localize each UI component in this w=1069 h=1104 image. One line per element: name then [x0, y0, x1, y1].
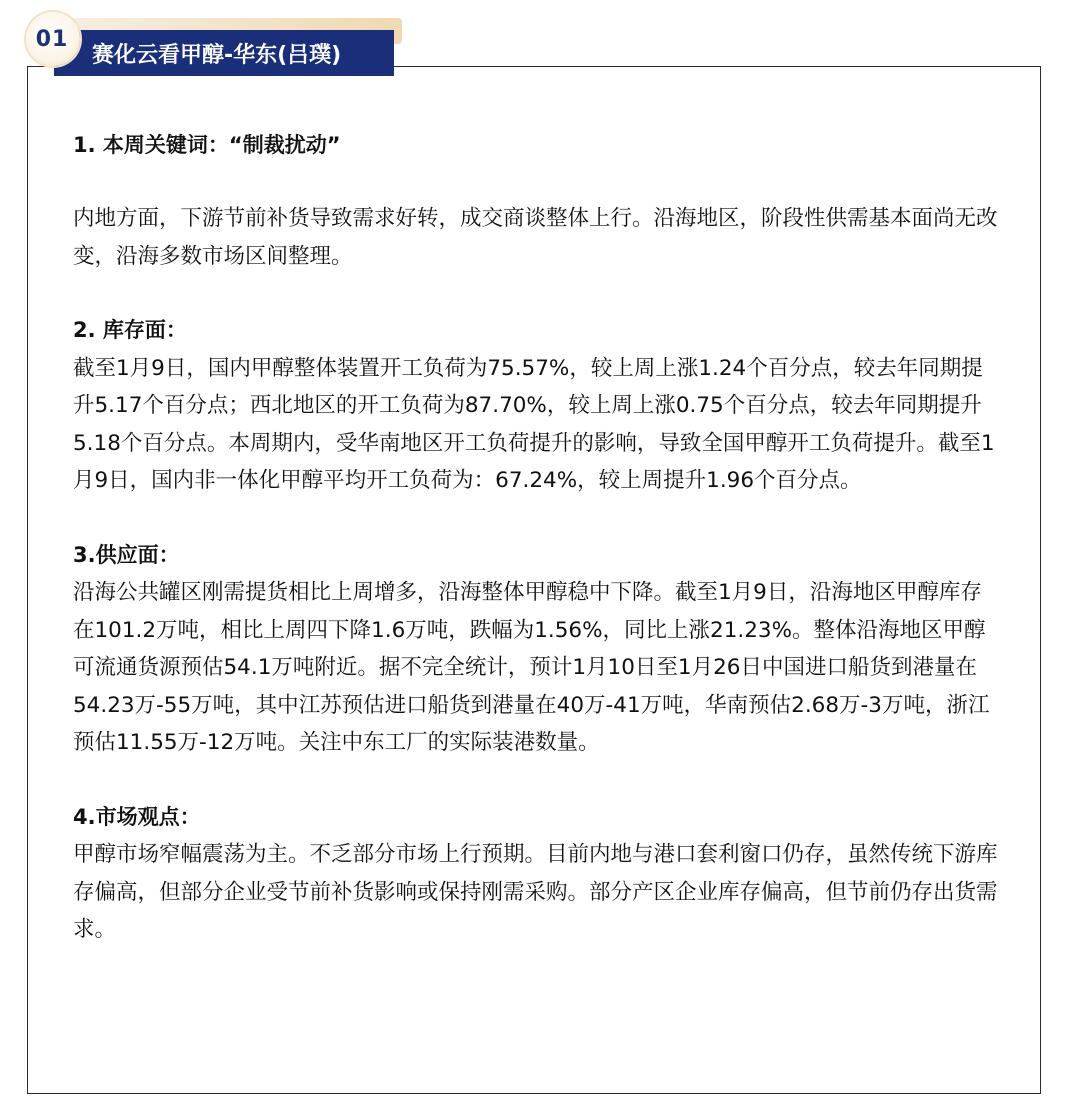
market-heading: 4.市场观点：: [73, 804, 201, 829]
intro-paragraph: 内地方面，下游节前补货导致需求好转，成交商谈整体上行。沿海地区，阶段性供需基本面尚无改变，沿海多数市场区间整理。: [73, 206, 998, 269]
supply-paragraph: 沿海公共罐区刚需提货相比上周增多，沿海整体甲醇稳中下降。截至1月9日，沿海地区甲醇库存在101.2万吨，相比上周四下降1.6万吨，跌幅为1.56%，同比上涨21.23%。整体沿海地区甲醇可流通货源预估54.1万吨附近。据不完全统计，预计1月10日至1月26日中国进口船货到港量在54.23万-55万吨，其中江苏预估进口船货到港量在40万-41万吨，华南预估2.68万-3万吨，浙江预估11.55万-12万吨。关注中东工厂的实际装港数量。: [73, 580, 990, 755]
content-box: [27, 66, 1041, 1094]
inventory-block: [73, 312, 1003, 500]
page-title: 赛化云看甲醇-华东(吕璞): [92, 42, 342, 68]
section-number-badge: [26, 12, 80, 66]
market-block: [73, 799, 1003, 949]
inventory-paragraph: 截至1月9日，国内甲醇整体装置开工负荷为75.57%，较上周上涨1.24个百分点，较去年同期提升5.17个百分点；西北地区的开工负荷为87.70%，较上周上涨0.75个百分点，较去年同期提升5.18个百分点。本周期内，受华南地区开工负荷提升的影响，导致全国甲醇开工负荷提升。截至1月9日，国内非一体化甲醇平均开工负荷为：67.24%，较上周提升1.96个百分点。: [73, 355, 995, 493]
section-number: 01: [35, 26, 69, 52]
inventory-heading: 2. 库存面：: [73, 318, 187, 342]
market-paragraph: 甲醇市场窄幅震荡为主。不乏部分市场上行预期。目前内地与港口套利窗口仍存，虽然传统下游库存偏高，但部分企业受节前补货影响或保持刚需采购。部分产区企业库存偏高，但节前仍存出货需求。: [73, 842, 998, 942]
supply-block: [73, 537, 1003, 762]
title-bar: [54, 30, 394, 76]
intro-block: [73, 200, 1003, 275]
content-inner: [73, 127, 1003, 949]
keyword-line: 1. 本周关键词：“制裁扰动”: [73, 133, 341, 157]
supply-heading: 3.供应面：: [73, 542, 180, 567]
